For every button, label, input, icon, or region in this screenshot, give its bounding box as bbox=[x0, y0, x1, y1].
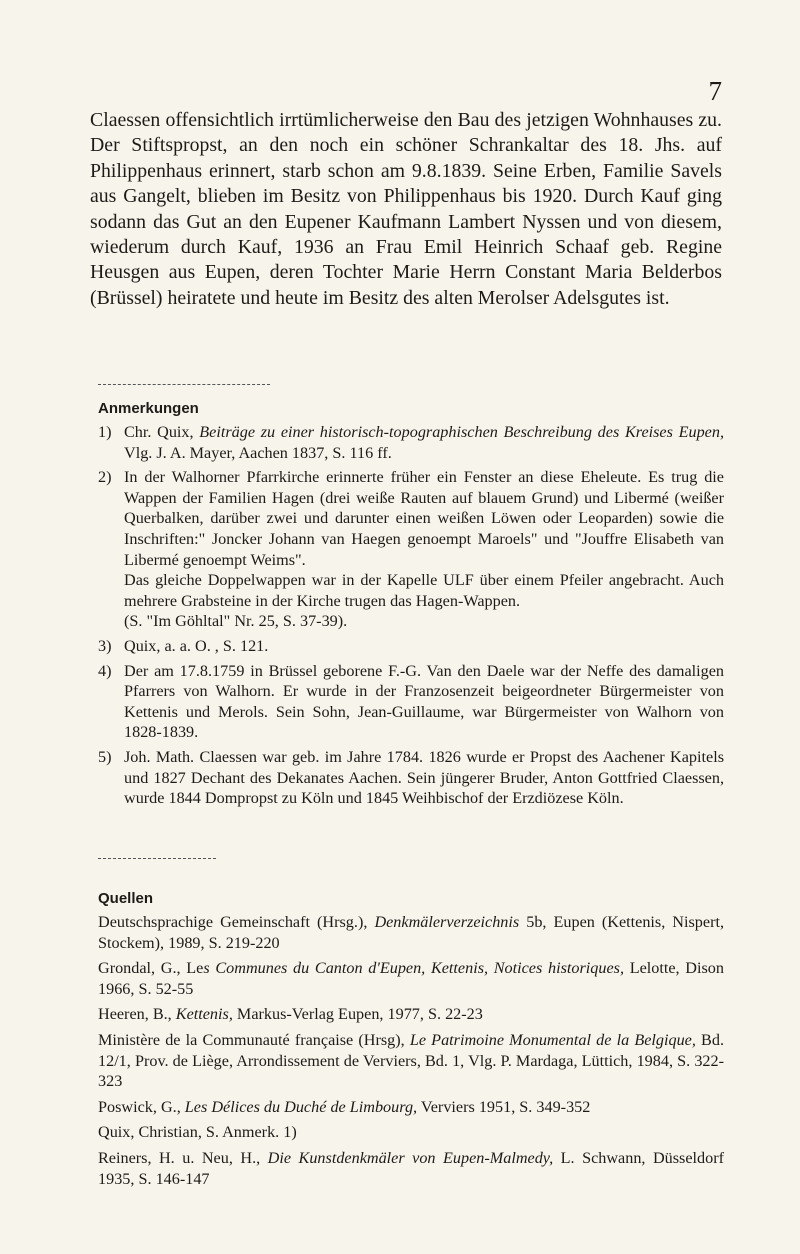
note-title: Beiträge zu einer historisch-topographischen Beschreibung des Kreises Eupen, bbox=[199, 423, 725, 441]
note-paragraph: Das gleiche Doppelwappen war in der Kapelle ULF über einem Pfeiler angebracht. Auch mehrere Grabsteine in der Kirche trugen das Hagen-Wappen. bbox=[124, 571, 724, 610]
note-number: 2) bbox=[98, 468, 112, 487]
note-item bbox=[98, 661, 724, 743]
notes-heading: Anmerkungen bbox=[98, 400, 199, 417]
source-entry: Heeren, B., Kettenis, Markus-Verlag Eupen, 1977, S. 22-23 bbox=[98, 1005, 483, 1024]
note-text: Der am 17.8.1759 in Brüssel geborene F.-G. Van den Daele war der Neffe des damaligen Pfarrers von Walhorn. Er wurde in der Franzosenzeit beigeordneter Bürgermeister von Kettenis und Merols. Sein Sohn, Jean-Guillaume, war Bürgermeister von Walhorn von 1828-1839. bbox=[124, 661, 724, 742]
source-entry: Poswick, G., Les Délices du Duché de Limbourg, Verviers 1951, S. 349-352 bbox=[98, 1097, 591, 1116]
note-number: 3) bbox=[98, 636, 112, 655]
note-text: Joh. Math. Claessen war geb. im Jahre 1784. 1826 wurde er Propst des Aachener Kapitels und 1827 Dechant des Dekanates Aachen. Sein jüngerer Bruder, Anton Gottfried Claessen, wurde 1844 Dompropst zu Köln und 1845 Weihbischof der Erzdiözese Köln. bbox=[124, 747, 724, 808]
source-entry: Ministère de la Communauté française (Hrsg), Le Patrimoine Monumental de la Belgique, Bd. 12/1, Prov. de Liège, Arrondissement de Verviers, Bd. 1, Vlg. P. Mardaga, Lüttich, 1984, S. 322-323 bbox=[98, 1030, 724, 1091]
source-entry: Quix, Christian, S. Anmerk. 1) bbox=[98, 1123, 297, 1142]
note-number: 4) bbox=[98, 661, 112, 680]
note-paragraph: (S. "Im Göhltal" Nr. 25, S. 37-39). bbox=[124, 612, 348, 631]
source-entry: Deutschsprachige Gemeinschaft (Hrsg.), Denkmälerverzeichnis 5b, Eupen (Kettenis, Nispert, Stockem), 1989, S. 219-220 bbox=[98, 913, 725, 952]
notes-list bbox=[98, 422, 724, 813]
source-entry: Reiners, H. u. Neu, H., Die Kunstdenkmäler von Eupen-Malmedy, L. Schwann, Düsseldorf 1935, S. 146-147 bbox=[98, 1148, 725, 1188]
note-text: Quix, a. a. O. , S. 121. bbox=[124, 636, 269, 655]
page-number: 7 bbox=[708, 76, 722, 106]
note-item bbox=[98, 467, 724, 632]
source-entry: Grondal, G., Les Communes du Canton d'Eupen, Kettenis, Notices historiques, Lelotte, Dison 1966, S. 52-55 bbox=[98, 959, 724, 998]
note-number: 1) bbox=[98, 423, 112, 441]
note-number: 5) bbox=[98, 747, 112, 766]
main-paragraph: Claessen offensichtlich irrtümlicherweise den Bau des jetzigen Wohnhauses zu. Der Stiftspropst, an den noch ein schöner Schrankaltar des 18. Jhs. auf Philippenhaus erinnert, starb schon am 9.8.1839. Seine Erben, Familie Savels aus Gangelt, blieben im Besitz von Philippenhaus bis 1920. Durch Kauf ging sodann das Gut an den Eupener Kaufmann Lambert Nyssen und von diesem, wiederum durch Kauf, 1936 an Frau Emil Heinrich Schaaf geb. Regine Heusgen aus Eupen, deren Tochter Marie Herrn Constant Maria Belderbos (Brüssel) heiratete und heute im Besitz des alten Merolser Adelsgutes ist. bbox=[90, 109, 722, 309]
note-paragraph: In der Walhorner Pfarrkirche erinnerte früher ein Fenster an diese Eheleute. Es trug die Wappen der Familien Hagen (drei weiße Rauten auf blauem Grund) und Libermé (weißer Querbalken, darüber zwei und darunter einen weißen Löwen oder Leoparden) sowie die Inschriften:" Joncker Johann van Haegen genoempt Maroels" und "Jouffre Elisabeth van Libermé genoempt Weims". bbox=[124, 468, 724, 569]
note-text: Chr. Quix, Beiträge zu einer historisch-topographischen Beschreibung des Kreises Eupen, Vlg. J. A. Mayer, Aachen 1837, S. 116 ff. bbox=[124, 423, 725, 462]
sources-heading: Quellen bbox=[98, 890, 154, 907]
note-item bbox=[98, 422, 724, 463]
divider-notes bbox=[98, 384, 270, 385]
note-item bbox=[98, 747, 724, 809]
divider-sources bbox=[98, 858, 216, 859]
note-text bbox=[124, 467, 724, 632]
note-item bbox=[98, 636, 724, 657]
sources-list bbox=[98, 912, 724, 1194]
